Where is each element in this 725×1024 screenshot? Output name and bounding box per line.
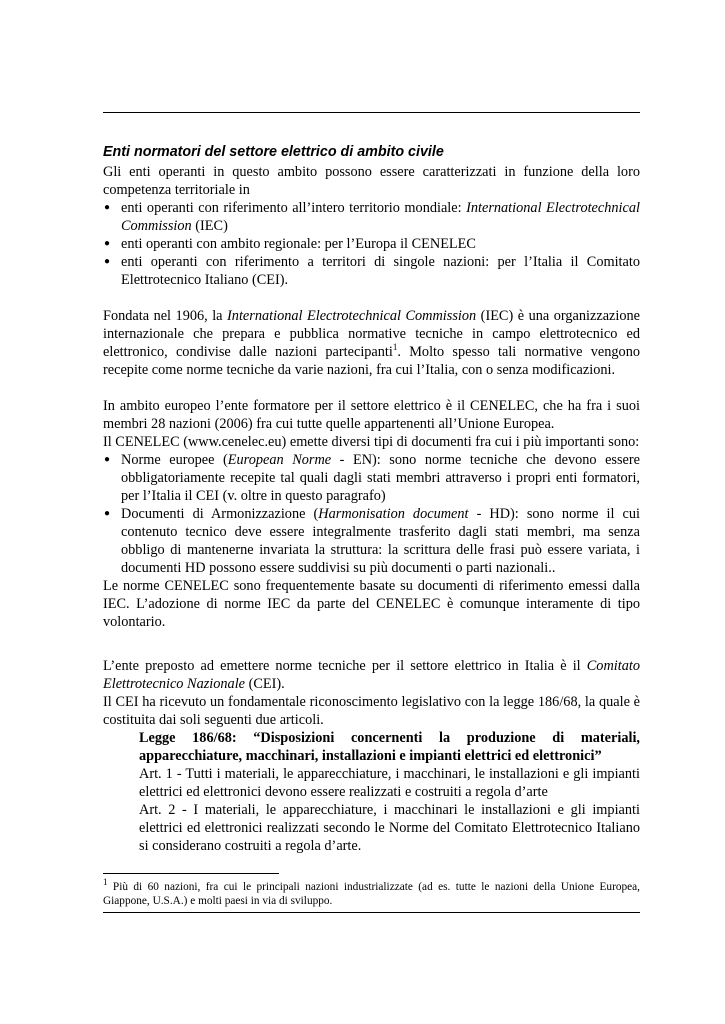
law-title: Legge 186/68: “Disposizioni concernenti la produzione di materiali, apparecchiature, macchinari, installazioni e impianti elettrici ed elettronici” bbox=[139, 730, 640, 764]
law-block bbox=[103, 729, 640, 855]
scope-list bbox=[103, 199, 640, 289]
cenelec-documents-paragraph: Il CENELEC (www.cenelec.eu) emette diversi tipi di documenti fra cui i più importanti sono: bbox=[103, 434, 640, 450]
footnote-separator bbox=[103, 873, 279, 874]
iec-paragraph: Fondata nel 1906, la International Electrotechnical Commission (IEC) è una organizzazione internazionale che prepara e pubblica normative tecniche in campo elettrotecnico ed elettronico, condivise dalle nazioni partecipanti$^1$. Molto spesso tali normative vengono recepite come norme tecniche da varie nazioni, fra cui l’Italia, con o senza modificazioni. bbox=[103, 308, 641, 378]
list-item: ● enti operanti con riferimento a territori di singole nazioni: per l’Italia il Comitato Elettrotecnico Italiano (CEI). bbox=[103, 253, 640, 289]
intro-paragraph: Gli enti operanti in questo ambito possono essere caratterizzati in funzione della loro competenza territoriale in bbox=[103, 164, 640, 198]
list-item: ● enti operanti con ambito regionale: per l’Europa il CENELEC bbox=[103, 235, 640, 253]
list-item: ● enti operanti con riferimento all’intero territorio mondiale: International Electrotechnical Commission (IEC) bbox=[103, 199, 640, 235]
footnote: $^1$ Più di 60 nazioni, fra cui le principali nazioni industrializzate (ad es. tutte le nazioni della Unione Europea, Giappone, U.S.A.) e molti paesi in via di sviluppo. bbox=[103, 877, 640, 907]
footnote-mark: 1 bbox=[103, 877, 108, 888]
list-item: ● Documenti di Armonizzazione (Harmonisation document - HD): sono norme il cui contenuto tecnico deve essere integralmente trasferito dagli stati membri, ma senza obbligo di mantenerne invariata la struttura: la scrittura delle frasi può essere variata, i documenti HD possono essere suddivisi su più documenti o parti nazionali.. bbox=[103, 505, 640, 577]
cei-law-paragraph: Il CEI ha ricevuto un fondamentale riconoscimento legislativo con la legge 186/68, la quale è costituita dai soli seguenti due articoli. bbox=[103, 694, 640, 728]
footnote-ref: 1 bbox=[392, 342, 398, 353]
law-article-2: Art. 2 - I materiali, le apparecchiature, i macchinari le installazioni e gli impianti elettrici ed elettronici realizzati secondo le Norme del Comitato Elettrotecnico Italiano si considerano costruiti a regola d’arte. bbox=[139, 802, 640, 854]
section-heading: Enti normatori del settore elettrico di ambito civile bbox=[103, 144, 444, 160]
law-article-1: Art. 1 - Tutti i materiali, le apparecchiature, i macchinari, le installazioni e gli impianti elettrici ed elettronici devono essere realizzati e costruiti a regola d’arte bbox=[139, 766, 640, 800]
list-item: ● Norme europee (European Norme - EN): sono norme tecniche che devono essere obbligatoriamente recepite tal quali dagli stati membri attraverso i propri enti formatori, per l’Italia il CEI (v. oltre in questo paragrafo) bbox=[103, 451, 640, 505]
footer-rule bbox=[103, 912, 640, 913]
document-types-list bbox=[103, 451, 640, 577]
cenelec-iec-paragraph: Le norme CENELEC sono frequentemente basate su documenti di riferimento emessi dalla IEC. L’adozione di norme IEC da parte del CENELEC è comunque interamente di tipo volontario. bbox=[103, 578, 640, 630]
main-content bbox=[103, 143, 640, 855]
cenelec-paragraph: In ambito europeo l’ente formatore per il settore elettrico è il CENELEC, che ha fra i suoi membri 28 nazioni (2006) fra cui tutte quelle appartenenti all’Unione Europea. bbox=[103, 398, 640, 432]
cei-paragraph: L’ente preposto ad emettere norme tecniche per il settore elettrico in Italia è il Comitato Elettrotecnico Nazionale (CEI). bbox=[103, 658, 640, 692]
header-rule bbox=[103, 112, 640, 113]
